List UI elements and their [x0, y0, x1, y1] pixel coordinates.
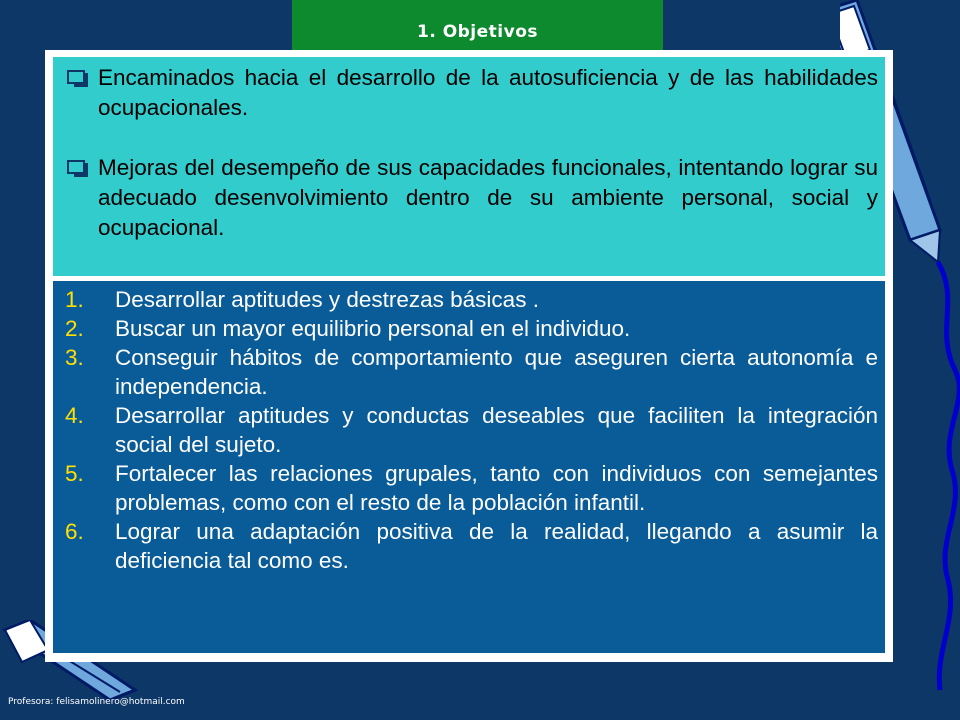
objectives-list-box — [53, 281, 885, 653]
list-item-number: 5. — [65, 461, 84, 486]
list-item-number: 4. — [65, 403, 84, 428]
bullet-item — [65, 63, 878, 123]
pencil-squiggle — [938, 262, 959, 690]
bullet-text: Mejoras del desempeño de sus capacidades funcionales, intentando lograr su adecuado desenvolvimiento dentro de su ambiente personal, social y ocupacional. — [98, 155, 878, 240]
list-item-text: Desarrollar aptitudes y destrezas básicas . — [115, 287, 539, 312]
list-item-number: 3. — [65, 345, 84, 370]
list-item — [59, 517, 878, 575]
checkbox-bullet-icon — [67, 160, 85, 174]
list-item-text: Buscar un mayor equilibrio personal en el individuo. — [115, 316, 631, 341]
slide-title: 1. Objetivos — [292, 0, 663, 62]
list-item-number: 1. — [65, 287, 84, 312]
list-item — [59, 343, 878, 401]
list-item-number: 6. — [65, 519, 84, 544]
list-item — [59, 285, 878, 314]
list-item-text: Lograr una adaptación positiva de la realidad, llegando a asumir la deficiencia tal como es. — [115, 519, 878, 573]
footer-credit: Profesora: felisamolinero@hotmail.com — [8, 697, 185, 707]
checkbox-bullet-icon — [67, 70, 85, 84]
list-item-text: Conseguir hábitos de comportamiento que aseguren cierta autonomía e independencia. — [115, 345, 878, 399]
list-item-number: 2. — [65, 316, 84, 341]
bullet-text: Encaminados hacia el desarrollo de la autosuficiencia y de las habilidades ocupacionales. — [98, 65, 878, 120]
objectives-summary-box — [53, 57, 885, 276]
list-item — [59, 401, 878, 459]
list-item — [59, 459, 878, 517]
list-item — [59, 314, 878, 343]
bullet-item — [65, 153, 878, 243]
list-item-text: Desarrollar aptitudes y conductas deseables que faciliten la integración social del sujeto. — [115, 403, 878, 457]
list-item-text: Fortalecer las relaciones grupales, tanto con individuos con semejantes problemas, como con el resto de la población infantil. — [115, 461, 878, 515]
